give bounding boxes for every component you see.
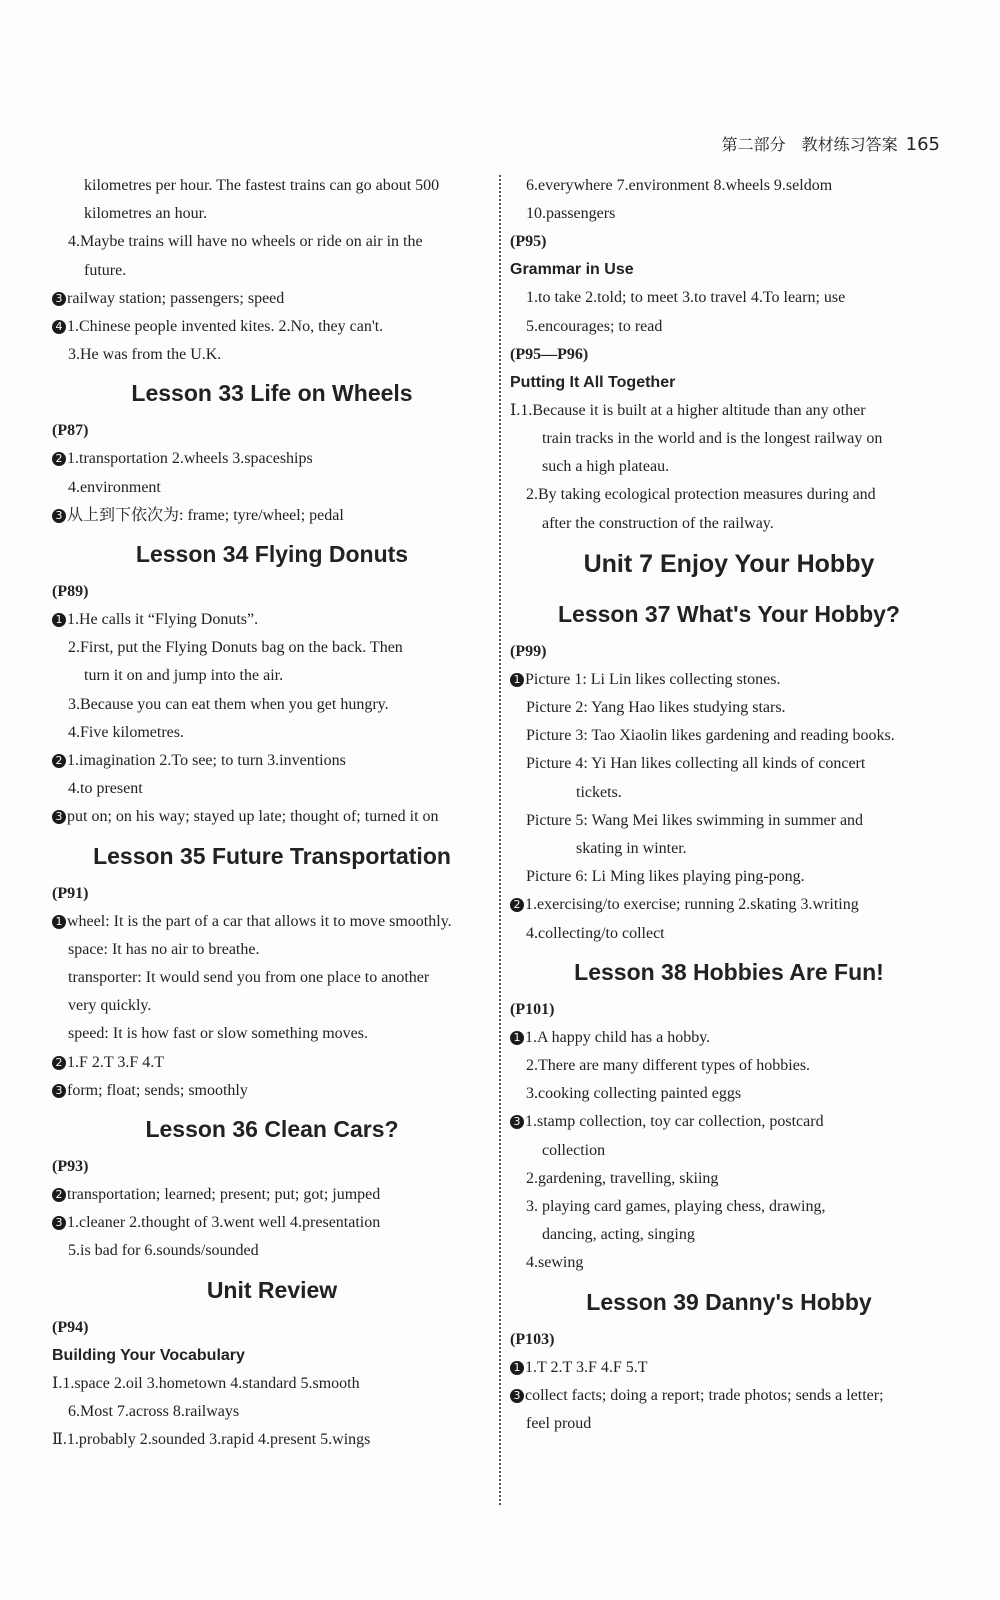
answer-line [510, 1080, 948, 1108]
circled-number-icon: 2 [52, 1188, 66, 1202]
answer-line [52, 313, 492, 341]
answer-line [52, 1209, 492, 1237]
answer-text: 从上到下依次为: frame; tyre/wheel; pedal [67, 506, 344, 524]
lesson-heading: Unit 7 Enjoy Your Hobby [583, 549, 875, 578]
page-ref: (P95) [510, 233, 547, 251]
page-ref: (P93) [52, 1158, 89, 1176]
answer-text: 1.exercising/to exercise; running 2.skating 3.writing [525, 896, 859, 914]
answer-line [52, 1077, 492, 1105]
answer-text: 2.By taking ecological protection measures during and [526, 486, 876, 504]
answer-line [510, 1249, 948, 1277]
answer-text: Picture 4: Yi Han likes collecting all kinds of concert [526, 755, 866, 773]
answer-text: 1.F 2.T 3.F 4.T [67, 1053, 165, 1071]
answer-line [510, 172, 948, 200]
circled-number-icon: 3 [510, 1115, 524, 1129]
answer-text: collection [542, 1141, 606, 1159]
answer-line [510, 510, 948, 538]
answer-line [510, 750, 948, 778]
answer-line [510, 1108, 948, 1136]
answer-text: collect facts; doing a report; trade photos; sends a letter; [525, 1386, 884, 1404]
answer-line [52, 1426, 492, 1454]
answer-line [510, 807, 948, 835]
answer-text: kilometres an hour. [84, 205, 208, 223]
answer-line [52, 341, 492, 369]
answer-line [52, 747, 492, 775]
circled-number-icon: 3 [52, 1084, 66, 1098]
answer-text: 4.environment [68, 478, 161, 496]
answer-line [510, 313, 948, 341]
answer-text: Picture 2: Yang Hao likes studying stars. [526, 699, 786, 717]
answer-text: Ⅰ.1.Because it is built at a higher altitude than any other [510, 401, 866, 419]
answer-line [510, 1382, 948, 1410]
header-title: 第二部分 教材练习答案 [721, 135, 898, 154]
section-subheading: Putting It All Together [510, 373, 676, 391]
answer-text: turn it on and jump into the air. [84, 667, 284, 685]
answer-line [510, 453, 948, 481]
right-column [510, 172, 948, 1438]
answer-line [510, 1024, 948, 1052]
answer-line [52, 606, 492, 634]
answer-line [52, 634, 492, 662]
answer-line [510, 284, 948, 312]
answer-text: very quickly. [68, 997, 152, 1015]
answer-line [52, 662, 492, 690]
circled-number-icon: 3 [52, 509, 66, 523]
answer-line [510, 1354, 948, 1382]
answer-text: skating in winter. [576, 840, 687, 858]
answer-text: after the construction of the railway. [542, 514, 774, 532]
answer-line [52, 992, 492, 1020]
answer-line [52, 257, 492, 285]
circled-number-icon: 2 [510, 898, 524, 912]
answer-text: 1.T 2.T 3.F 4.F 5.T [525, 1358, 648, 1376]
circled-number-icon: 2 [52, 1056, 66, 1070]
answer-line [52, 964, 492, 992]
answer-line [510, 481, 948, 509]
answer-line [510, 722, 948, 750]
answer-text: Picture 5: Wang Mei likes swimming in summer and [526, 811, 864, 829]
lesson-heading: Lesson 34 Flying Donuts [135, 541, 409, 568]
page-ref: (P103) [510, 1330, 555, 1348]
answer-text: 3.cooking collecting painted eggs [526, 1085, 742, 1103]
answer-text: Picture 3: Tao Xiaolin likes gardening and reading books. [526, 727, 895, 745]
answer-text: 3.He was from the U.K. [68, 346, 222, 364]
circled-number-icon: 1 [52, 613, 66, 627]
answer-line [52, 1049, 492, 1077]
answer-text: Picture 6: Li Ming likes playing ping-pong. [526, 868, 805, 886]
answer-text: Ⅱ.1.probably 2.sounded 3.rapid 4.present 5.wings [52, 1431, 371, 1449]
answer-text: 4.Maybe trains will have no wheels or ride on air in the [68, 233, 423, 251]
answer-text: transporter: It would send you from one place to another [68, 969, 430, 987]
answer-text: 1.imagination 2.To see; to turn 3.inventions [67, 752, 346, 770]
answer-text: railway station; passengers; speed [67, 289, 285, 307]
answer-text: kilometres per hour. The fastest trains can go about 500 [84, 177, 440, 194]
page-ref: (P95—P96) [510, 345, 589, 363]
answer-line [52, 691, 492, 719]
answer-line [52, 1237, 492, 1265]
lesson-heading: Lesson 36 Clean Cars? [145, 1116, 399, 1143]
answer-line [510, 200, 948, 228]
answer-line [510, 1221, 948, 1249]
answer-text: space: It has no air to breathe. [68, 940, 260, 958]
answer-text: 1.Chinese people invented kites. 2.No, they can't. [67, 318, 384, 336]
answer-text: form; float; sends; smoothly [67, 1081, 248, 1099]
answer-text: 1.A happy child has a hobby. [525, 1028, 711, 1046]
answer-text: feel proud [526, 1415, 592, 1433]
answer-text: speed: It is how fast or slow something moves. [68, 1025, 368, 1043]
circled-number-icon: 1 [52, 915, 66, 929]
answer-text: put on; on his way; stayed up late; thought of; turned it on [67, 808, 439, 826]
answer-line [52, 502, 492, 530]
circled-number-icon: 3 [510, 1389, 524, 1403]
section-subheading: Building Your Vocabulary [52, 1346, 245, 1364]
answer-text: 2.gardening, travelling, skiing [526, 1169, 719, 1187]
answer-text: 1.transportation 2.wheels 3.spaceships [67, 450, 313, 468]
answer-line [510, 397, 948, 425]
answer-text: 6.everywhere 7.environment 8.wheels 9.seldom [526, 177, 833, 194]
page-ref: (P101) [510, 1000, 555, 1018]
answer-line [52, 908, 492, 936]
answer-line [52, 1020, 492, 1048]
answer-line [52, 285, 492, 313]
circled-number-icon: 2 [52, 452, 66, 466]
answer-line [510, 425, 948, 453]
answer-line [52, 936, 492, 964]
lesson-heading: Lesson 33 Life on Wheels [131, 380, 413, 407]
answer-line [52, 803, 492, 831]
answer-text: 6.Most 7.across 8.railways [68, 1402, 240, 1420]
answer-line [510, 835, 948, 863]
page-ref: (P89) [52, 583, 89, 601]
answer-text: dancing, acting, singing [542, 1226, 695, 1244]
answer-text: wheel: It is the part of a car that allows it to move smoothly. [67, 912, 452, 930]
answer-text: tickets. [576, 783, 622, 801]
page-ref: (P87) [52, 422, 89, 440]
lesson-heading: Unit Review [206, 1276, 338, 1303]
answer-line [52, 1398, 492, 1426]
answer-line [52, 775, 492, 803]
page-header [722, 132, 940, 155]
answer-line [52, 719, 492, 747]
page-ref: (P94) [52, 1318, 89, 1336]
answer-line [52, 1370, 492, 1398]
answer-text: Ⅰ.1.space 2.oil 3.hometown 4.standard 5.smooth [52, 1374, 360, 1392]
page-number: 165 [905, 134, 940, 155]
circled-number-icon: 1 [510, 673, 524, 687]
answer-line [510, 1052, 948, 1080]
circled-number-icon: 1 [510, 1031, 524, 1045]
lesson-heading: Lesson 39 Danny's Hobby [586, 1288, 872, 1315]
circled-number-icon: 1 [510, 1361, 524, 1375]
answer-text: train tracks in the world and is the longest railway on [542, 430, 883, 448]
answer-text: transportation; learned; present; put; got; jumped [67, 1186, 381, 1204]
circled-number-icon: 4 [52, 320, 66, 334]
answer-text: 4.to present [68, 780, 143, 798]
answer-line [510, 920, 948, 948]
answer-line [510, 779, 948, 807]
circled-number-icon: 2 [52, 754, 66, 768]
answer-text: 4.Five kilometres. [68, 723, 184, 741]
answer-text: 1.cleaner 2.thought of 3.went well 4.presentation [67, 1214, 381, 1232]
page-ref: (P99) [510, 642, 547, 660]
circled-number-icon: 3 [52, 810, 66, 824]
answer-line [52, 228, 492, 256]
lesson-heading: Lesson 37 What's Your Hobby? [557, 600, 900, 627]
answer-line [510, 891, 948, 919]
answer-line [510, 694, 948, 722]
answer-line [510, 863, 948, 891]
lesson-heading: Lesson 35 Future Transportation [93, 842, 451, 869]
answer-line [52, 172, 492, 200]
answer-line [510, 1410, 948, 1438]
answer-text: 5.is bad for 6.sounds/sounded [68, 1242, 259, 1260]
answer-text: 2.First, put the Flying Donuts bag on the back. Then [68, 639, 403, 657]
answer-text: future. [84, 261, 127, 279]
answer-text: 3. playing card games, playing chess, drawing, [526, 1198, 826, 1216]
answer-line [52, 474, 492, 502]
lesson-heading: Lesson 38 Hobbies Are Fun! [574, 958, 884, 985]
answer-text: 10.passengers [526, 205, 616, 223]
circled-number-icon: 3 [52, 1216, 66, 1230]
left-column [52, 172, 492, 1454]
answer-text: 1.He calls it “Flying Donuts”. [67, 611, 259, 629]
answer-line [52, 200, 492, 228]
answer-text: 4.collecting/to collect [526, 924, 665, 942]
answer-line [52, 445, 492, 473]
answer-text: 4.sewing [526, 1254, 584, 1272]
column-divider [499, 175, 501, 1505]
answer-text: 3.Because you can eat them when you get hungry. [68, 695, 389, 713]
answer-text: 1.stamp collection, toy car collection, postcard [525, 1113, 824, 1131]
answer-text: 1.to take 2.told; to meet 3.to travel 4.To learn; use [526, 289, 846, 307]
section-subheading: Grammar in Use [510, 261, 634, 279]
circled-number-icon: 3 [52, 292, 66, 306]
answer-line [510, 1137, 948, 1165]
answer-line [510, 1165, 948, 1193]
answer-text: 2.There are many different types of hobbies. [526, 1057, 811, 1075]
answer-text: such a high plateau. [542, 458, 670, 476]
answer-line [52, 1181, 492, 1209]
answer-text: 5.encourages; to read [526, 317, 663, 335]
answer-line [510, 1193, 948, 1221]
answer-text: Picture 1: Li Lin likes collecting stones. [525, 670, 781, 688]
page-ref: (P91) [52, 884, 89, 902]
answer-line [510, 666, 948, 694]
